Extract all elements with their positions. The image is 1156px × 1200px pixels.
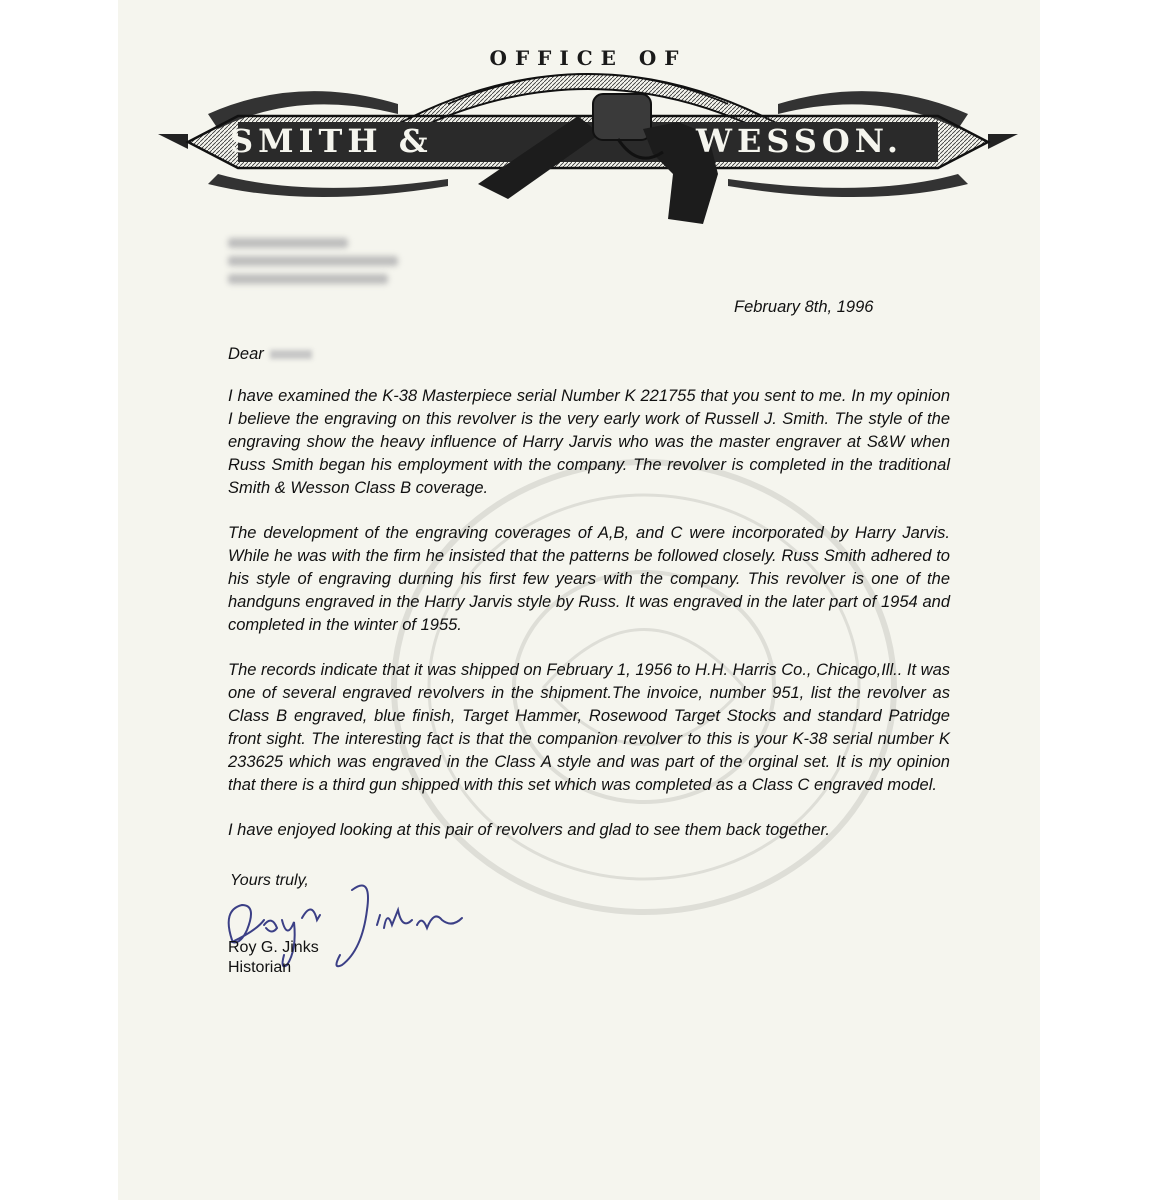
body-paragraph: The development of the engraving coverages of A,B, and C were incorporated by Harry Jarvis. While he was with the firm he insisted that the patterns be followed closely. Russ Smith adhered to his style of engraving durning his first few years with the company. This revolver is one of the handguns engraved in the Harry Jarvis style by Russ. It was engraved in the later part of 1954 and completed in the winter of 1955. bbox=[228, 524, 950, 634]
body-paragraph: The records indicate that it was shipped on February 1, 1956 to H.H. Harris Co., Chicago,Ill.. It was one of several engraved revolvers in the shipment.The invoice, number 951, list the revolver as Class B engraved, blue finish, Target Hammer, Rosewood Target Stocks and standard Patridge front sight. The interesting fact is that the companion revolver to this is your K-38 serial number K 233625 which was engraved in the Class A style and was part of the orginal set. It is my opinion that there is a third gun shipped with this set which was completed as a Class C engraved model. bbox=[228, 661, 950, 794]
body-paragraph: I have examined the K-38 Masterpiece serial Number K 221755 that you sent to me. In my opinion I believe the engraving on this revolver is the very early work of Russell J. Smith. The style of the engraving show the heavy influence of Harry Jarvis who was the master engraver at S&W when Russ Smith began his employment with the company. The revolver is completed in the traditional Smith & Wesson Class B coverage. bbox=[228, 387, 950, 497]
signer-title: Historian bbox=[228, 959, 292, 976]
salutation-greeting: Dear bbox=[228, 345, 264, 363]
recipient-line bbox=[228, 274, 388, 284]
signer-name: Roy G. Jinks bbox=[228, 939, 319, 956]
letterhead-company-left: SMITH & bbox=[230, 122, 433, 160]
signer-block bbox=[228, 938, 319, 978]
salutation-name bbox=[270, 350, 312, 359]
letter-page bbox=[118, 0, 1040, 1200]
letterhead-office-of: OFFICE OF bbox=[489, 46, 687, 70]
letter-date: February 8th, 1996 bbox=[734, 298, 874, 316]
closing: Yours truly, bbox=[230, 872, 309, 889]
salutation bbox=[228, 345, 312, 364]
letter-body bbox=[228, 385, 950, 864]
recipient-line bbox=[228, 256, 398, 266]
recipient-line bbox=[228, 238, 348, 248]
letterhead-company-right: WESSON. bbox=[696, 122, 904, 160]
body-paragraph: I have enjoyed looking at this pair of revolvers and glad to see them back together. bbox=[228, 821, 831, 839]
recipient-address bbox=[228, 238, 398, 292]
